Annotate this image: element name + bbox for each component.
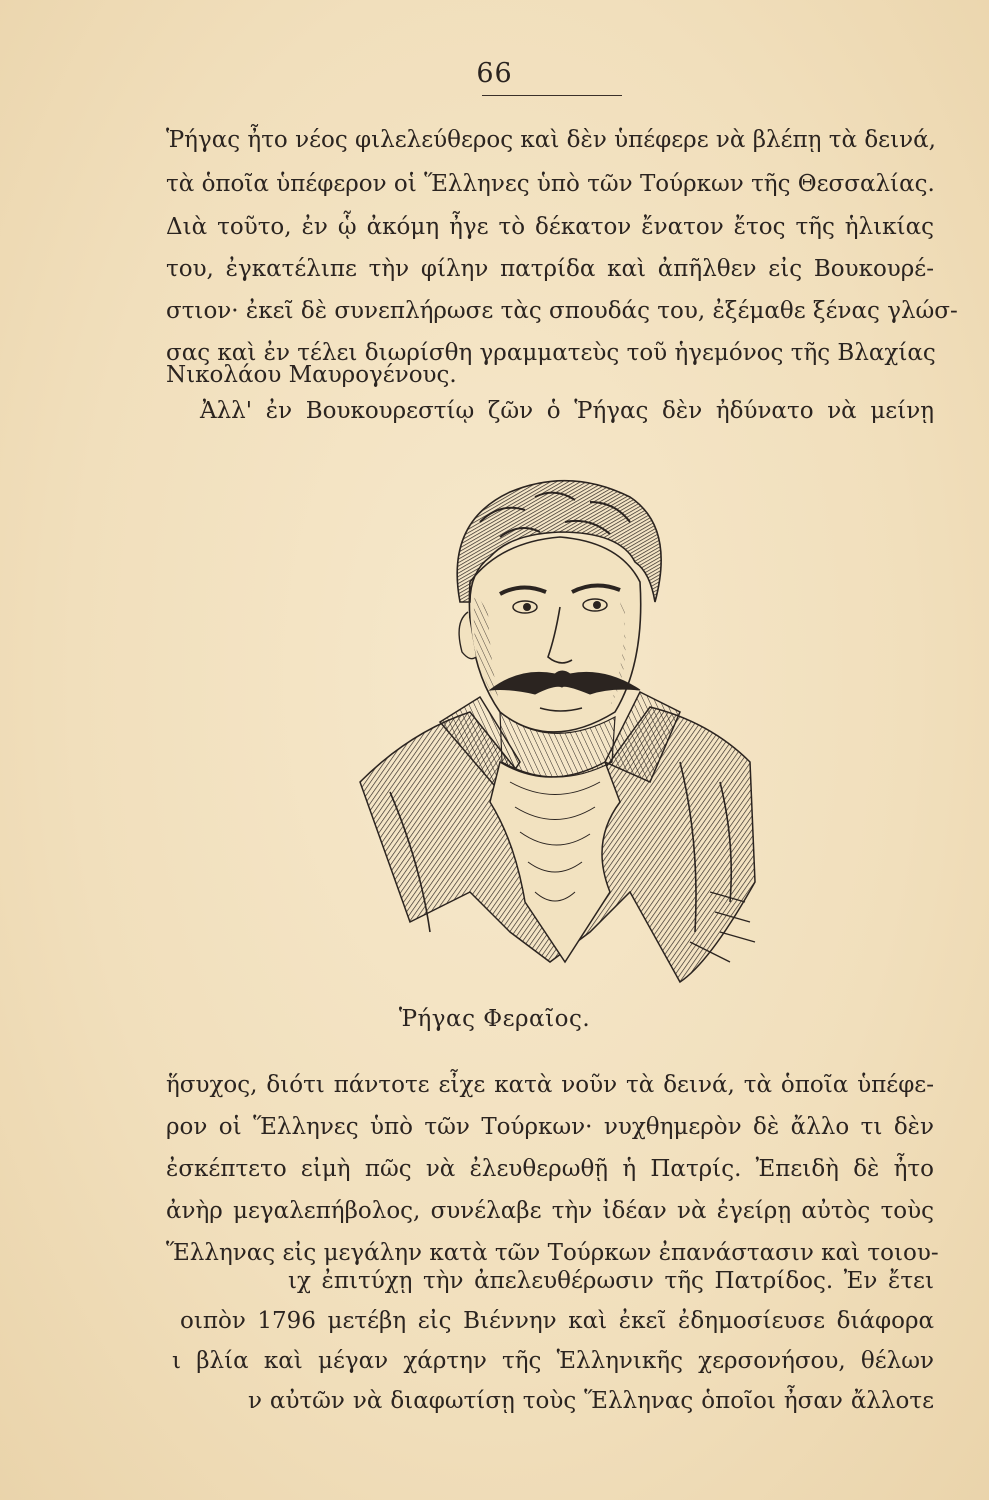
portrait-engraving [350,462,770,1002]
text-line: ρον οἱ Ἕλληνες ὑπὸ τῶν Τούρκων· νυχθημερὸν δὲ ἄλλο τι δὲν [166,1114,934,1140]
text-line: Ῥήγας ἦτο νέος φιλελεύθερος καὶ δὲν ὑπέφερε νὰ βλέπῃ τὰ δεινά, [166,127,936,153]
text-line: ν αὐτῶν νὰ διαφωτίσῃ τοὺς Ἕλληνας ὁποῖοι ἦσαν ἄλλοτε [248,1388,934,1414]
text-line: ἥσυχος, διότι πάντοτε εἶχε κατὰ νοῦν τὰ δεινά, τὰ ὁποῖα ὑπέφε- [166,1072,934,1098]
header-rule [482,95,622,96]
text-line: Ἕλληνας εἰς μεγάλην κατὰ τῶν Τούρκων ἐπανάστασιν καὶ τοιου- [166,1240,939,1266]
text-line: Ἀλλ' ἐν Βουκουρεστίῳ ζῶν ὁ Ῥήγας δὲν ἠδύνατο νὰ μείνῃ [200,398,934,424]
text-line: ιχ ἐπιτύχῃ τὴν ἀπελευθέρωσιν τῆς Πατρίδος. Ἐν ἔτει [288,1268,934,1294]
text-line: οιπὸν 1796 μετέβη εἰς Βιέννην καὶ ἐκεῖ ἐδημοσίευσε διάφορα [180,1308,934,1334]
text-line: σας καὶ ἐν τέλει διωρίσθη γραμματεὺς τοῦ ἡγεμόνος τῆς Βλαχίας [166,340,936,366]
text-line: Νικολάου Μαυρογένους. [166,362,457,388]
text-line: Διὰ τοῦτο, ἐν ᾧ ἀκόμη ἦγε τὸ δέκατον ἔνατον ἔτος τῆς ἡλικίας [166,214,934,240]
page-number: 66 [476,58,513,89]
text-line: ἐσκέπτετο εἰμὴ πῶς νὰ ἐλευθερωθῇ ἡ Πατρίς. Ἐπειδὴ δὲ ἦτο [166,1156,934,1182]
text-line: ι βλία καὶ μέγαν χάρτην τῆς Ἑλληνικῆς χερσονήσου, θέλων [172,1348,934,1374]
text-line: τὰ ὁποῖα ὑπέφερον οἱ Ἕλληνες ὑπὸ τῶν Τούρκων τῆς Θεσσαλίας. [166,171,935,197]
text-line: στιον· ἐκεῖ δὲ συνεπλήρωσε τὰς σπουδάς του, ἐξέμαθε ξένας γλώσ- [166,298,958,324]
text-line: του, ἐγκατέλιπε τὴν φίλην πατρίδα καὶ ἀπῆλθεν εἰς Βουκουρέ- [166,256,934,282]
text-line: ἀνὴρ μεγαλεπήβολος, συνέλαβε τὴν ἰδέαν νὰ ἐγείρῃ αὐτὸς τοὺς [166,1198,934,1224]
portrait-caption: Ῥήγας Φεραῖος. [398,1006,591,1032]
